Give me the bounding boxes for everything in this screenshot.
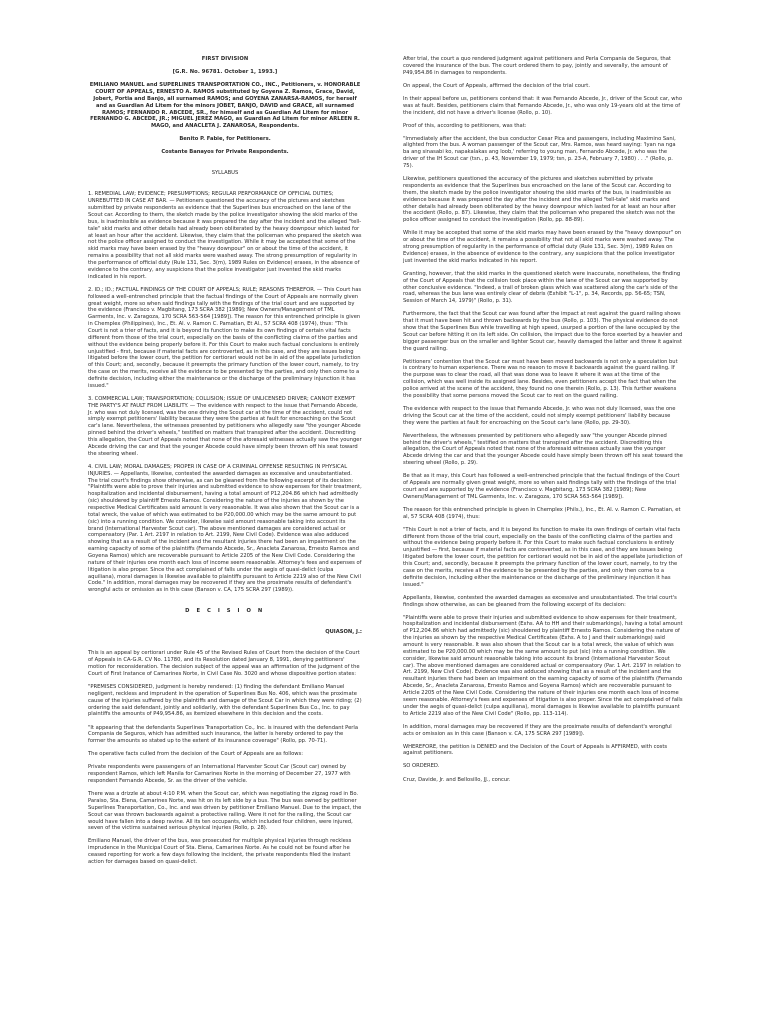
left-column <box>88 56 362 872</box>
right-paragraph-10: Petitioners' contention that the Scout car must have been moved backwards is not only a speculation but is contrary to human experience. There was no reason to move it backwards against the guard railing. If the purpose was to clear the road, all that was done was to leave it where it was at the time of the collision, which was well inside its assigned lane. Besides, even petitioners accept the fact that when the police arrived at the scene of the accident, they found no one therein (Rollo, p. 13). This further weakens the possibility that some persons moved the Scout car to rest on the guard railing. <box>403 358 678 399</box>
right-paragraph-8: Granting, however, that the skid marks in the questioned sketch were inaccurate, nonetheless, the finding of the Court of Appeals that the collision took place within the lane of the Scout car was supported by other conclusive evidence. "Indeed, a trail of broken glass which was scattered along the car's side of the road, whereas the bus lane was entirely clear of debris (Exhibit "L-1", p. 34, Records, pp. 56-65; TSN, Session of March 14, 1979)" (Rollo, p. 31). <box>403 270 681 305</box>
right-paragraph-14: The reason for this entrenched principle is given in Chemplex (Phils.), Inc., Et. Al. v. Ramon C. Pamatian, et al, 57 SCRA 408 (1974), thus: <box>403 506 681 520</box>
decision-paragraph-1: This is an appeal by certiorari under Rule 45 of the Revised Rules of Court from the decision of the Court of Appeals in CA-G.R. CV No. 11780, and its Resolution dated January 8, 1991, denying petitioners' motion for reconsideration. The decision subject of the appeal was an affirmation of the judgment of the Court of First Instance of Camarines Norte, in Civil Case No. 3020 and whose dispositive portion states: <box>88 650 360 677</box>
right-paragraph-21: Cruz, Davide, Jr. and Bellosillo, JJ., concur. <box>403 776 511 783</box>
right-paragraph-17: "Plaintiffs were able to prove their injuries and submitted evidence to show expenses for their treatment, hospitalization and incidental disbursement (Exhs. AA to HH and their submarkings), having a total amount of P12,204.86 which had admittedly (sic) shouldered by plaintiff Ernesto Ramos. Considering the nature of the injuries as shown by the respective Medical Certificates (Exhs. A to J and their submarkings) said amount is very reasonable. It was also shown that the Scout car is a total wreck, the value of which was estimated to be P20,000.00 which may be the same amount to put (sic) into a running condition. We consider, likewise said amount reasonable taking into account its brand (International Harvester Scout car). The above mentioned damages are considered actual or compensatory (Par. 1 Art. 2197 in relation to Art. 2199, New Civil Code). Evidence was also adduced showing that as a result of the incident and the resultant injuries there had been an impairment on the earning capacity of some of the plaintiffs (Fernando Abcede, Sr., Anacleta Zanarosa, Ernesto Ramos and Goyena Ramos) which are recoverable pursuant to Article 2205 of the New Civil Code. Considering the nature of their injuries one month each loss of income seem reasonable. Attorney's fees and expenses of litigation is also proper. Since the act complained of falls under the aegis of quasi-delict (culpa aquiliana), moral damages is likewise available to plaintiffs pursuant to Article 2219 also of the New Civil Code" (Rollo, pp. 113-114). <box>403 614 683 717</box>
right-paragraph-6: Likewise, petitioners questioned the accuracy of the pictures and sketches submitted by private respondents as evidence that the Superlines bus encroached on the lane of the Scout car. According to them, the sketch made by the police investigator showing the skid marks of the bus, is inadmissible as evidence because it was prepared the day after the incident and the alleged "tell-tale" skid marks and other details had already been obliterated by the heavy downpour which lasted for at least an hour after the accident (Rollo, p. 87). Likewise, they claim that the policeman who prepared the sketch was not the police officer assigned to conduct the investigation (Rollo, pp. 88-89). <box>403 176 676 224</box>
decision-paragraph-6: There was a drizzle at about 4:10 P.M. when the Scout car, which was negotiating the zigzag road in Bo. Paraiso, Sta. Elena, Camarines Norte, was hit on its left side by a bus. The bus was owned by petitioner Superlines Transportation, Co., Inc. and was driven by petitioner Emiliano Manuel. Due to the impact, the Scout car was thrown backwards against a protective railing. Were it not for the railing, the Scout car would have fallen into a deep ravine. All its ten occupants, which included four children, were injured, seven of the victims sustained serious physical injuries (Rollo, p. 28). <box>88 791 362 832</box>
syllabus-item-3: 3. COMMERCIAL LAW; TRANSPORTATION; COLLISION; ISSUE OF UNLICENSED DRIVER; CANNOT EXEMPT THE PARTY'S AT FAULT FROM LIABILITY. — The evidence with respect to the issue that Fernando Abcede, Jr. who was not duly licensed, was the one driving the Scout car at the time of the accident, could not simply exempt petitioners' liability because they were the parties at fault for encroaching on the Scout car's lane. Nevertheless, the witnesses presented by petitioners who allegedly saw "the younger Abcede pinned behind the driver's wheels," testified on matters that transpired after the accident. Discrediting this allegation, the Court of Appeals noted that none of the aforesaid witnesses actually saw the younger Abcede driving the car and that the younger Abcede could have simply been thrown off his seat toward the steering wheel. <box>88 395 362 457</box>
division-heading: FIRST DIVISION <box>201 56 249 62</box>
decision-paragraph-7: Emiliano Manuel, the driver of the bus, was prosecuted for multiple physical injuries through reckless imprudence in the Municipal Court of Sta. Elena, Camarines Norte. As he could not be found after he ceased reporting for work a few days following the incident, the private respondents filed the instant action for damages based on quasi-delict. <box>88 838 352 866</box>
ponente: QUIASON, J.: <box>325 629 362 636</box>
right-paragraph-5: "Immediately after the accident, the bus conductor Cesar Pica and passengers, including Maximino Sani, alighted from the bus. A woman passenger of the Scout car, Mrs. Ramos, was heard saying: 'Iyan na nga ba ang sinasabi ko, napakalakas ang loob,' referring to young man, Fernando Abcede, Jr. who was the driver of the IH Scout car (tsn., p. 43, November 19, 1979; tsn, p. 23-A, February 7, 1980) . . ." (Rollo, p. 75). <box>403 135 676 170</box>
right-paragraph-19: WHEREFORE, the petition is DENIED and the Decision of the Court of Appeals is AFFIRMED, with costs against petitioners. <box>403 743 668 757</box>
right-paragraph-16: Appellants, likewise, contested the awarded damages as excessive and unsubstantiated. The trial court's findings show otherwise, as can be gleaned from the following excerpt of its decision: <box>403 594 677 608</box>
decision-paragraph-2: "PREMISES CONSIDERED, judgment is hereby rendered: (1) finding the defendant Emiliano Manuel negligent, reckless and imprudent in the operation of Superlines Bus No. 406, which was the proximate cause of the injuries suffered by the plaintiffs and damage of the Scout Car in which they were riding; (2) ordering the said defendant, jointly and solidarily, with the defendant Superlines Bus Co., Inc. to pay plaintiffs the amounts of P49,954.86, as itemized elsewhere in this decision and the costs. <box>88 684 362 718</box>
right-paragraph-1: After trial, the court a quo rendered judgment against petitioners and Perla Compania de Seguros, that covered the insurance of the bus. The court ordered them to pay, jointly and severally, the amount of P49,954.86 in damages to respondents. <box>403 56 671 76</box>
syllabus-item-1: 1. REMEDIAL LAW; EVIDENCE; PRESUMPTIONS; REGULAR PERFORMANCE OF OFFICIAL DUTIES; UNREBUTTED IN CASE AT BAR. — Petitioners questioned the accuracy of the pictures and sketches submitted by private respondents as evidence that the Superlines bus encroached on the lane of the Scout car. According to them, the sketch made by the police investigator showing the skid marks of the bus, is inadmissible as evidence because it was prepared the day after the incident and the alleged "tell-tale" skid marks and other details had already been obliterated by the heavy downpour which lasted for at least an hour after the accident. Likewise, they claim that the policeman who prepared the sketch was not the police officer assigned to conduct the investigation. While it may be accepted that some of the skid marks may have been erased by the "heavy downpour" on or about the time of the accident, it remains a possibility that not all skid marks were washed away. The strong presumption of regularity in the performance of official duty (Rule 131, Sec. 3(m), 1989 Rules on Evidence) erases, in the absence of evidence to the contrary, any suspicions that the police investigator just invented the skid marks indicated in his report. <box>88 191 362 280</box>
syllabus-heading: SYLLABUS <box>211 170 239 177</box>
right-paragraph-2: On appeal, the Court of Appeals, affirmed the decision of the trial court. <box>403 82 590 89</box>
decision-paragraph-4: The operative facts culled from the decision of the Court of Appeals are as follows: <box>88 751 303 758</box>
decision-paragraph-3: "It appearing that the defendants Superlines Transportation Co., Inc. is insured with the defendant Perla Compania de Seguros, which has admitted such insurance, the latter is hereby ordered to pay the former the amounts so stated up to the extent of its insurance coverage" (Rollo, pp. 70-71). <box>88 724 359 745</box>
right-paragraph-15: "This Court is not a trier of facts, and it is beyond its function to make its own findings of certain vital facts different from those of the trial court, especially on the basis of the conflicting claims of the parties and without the evidence being properly before it. For this Court to make such factual conclusions is entirely unjustified — first, because if material facts are controverted, as in this case, and they are issues being litigated before the lower court, the petition for certiorari would not be in aid of the appellate jurisdiction of this Court; and, secondly, because it preempts the primary function of the lower court, namely, to try the case on the merits, receive all the evidence to be presented by the parties, and only then come to a definite decision, including either the maintenance or the discharge of the preliminary injunction it has issued." <box>403 526 683 588</box>
right-paragraph-13: Be that as it may, this Court has followed a well-entrenched principle that the factual findings of the Court of Appeals are normally given great weight, more so when said findings tally with the findings of the trial court and are supported by the evidence (Francisco v. Magbitang, 173 SCRA 382 [1989]; New Owners/Management of TML Garments, Inc. v. Zaragoza, 170 SCRA 563-564 [1989]). <box>403 473 680 500</box>
respondent-counsel: Costante Banayos for Private Respondents. <box>161 149 289 156</box>
right-paragraph-18: In addition, moral damages may be recovered if they are the proximate results of defendant's wrongful acts or omission as in this case (Banson v. CA, 175 SCRA 297 [1989]). <box>403 723 672 737</box>
right-paragraph-7: While it may be accepted that some of the skid marks may have been erased by the "heavy downpour" on or about the time of the accident, it remains a possibility that not all skid marks were washed away. The strong presumption of regularity in the performance of official duty (Rule 131, Sec. 3(m), 1989 Rules on Evidence) erases, in the absence of evidence to the contrary, any suspicions that the police investigator just invented the skid marks indicated in his report. <box>403 230 682 264</box>
right-paragraph-3: In their appeal before us, petitioners contend that: it was Fernando Abcede, Jr., driver of the Scout car, who was at fault. Besides, petitioners claim that Fernando Abcede, Jr., who was only 19-years old at the time of the incident, did not have a driver's license (Rollo, p. 10). <box>403 95 683 116</box>
syllabus-item-4: 4. CIVIL LAW; MORAL DAMAGES; PROPER IN CASE OF A CRIMINAL OFFENSE RESULTING IN PHYSICAL INJURIES. — Appellants, likewise, contested the awarded damages as excessive and unsubstantiated. The trial court's findings show otherwise, as can be gleaned from the following excerpt of its decision: "Plaintiffs were able to prove their injuries and submitted evidence to show expenses for their treatment, hospitalization and incidental disbursement, having a total amount of P12,204.86 which had admittedly (sic) shouldered by plaintiff Ernesto Ramos. Considering the nature of the injuries as shown by the respective Medical Certificates said amount is very reasonable. It was also shown that the Scout car is a total wreck, the value of which was estimated to be P20,000.00 which may be the same amount to put (sic) into a running condition. We consider, likewise said amount reasonable taking into account its brand (International Harvester Scout car). The above mentioned damages are considered actual or compensatory (Par. 1 Art. 2197 in relation to Art. 2199, New Civil Code). Evidence was also adduced showing that as a result of the incident and the resultant injuries there had been an impairment on the earning capacity of some of the plaintiffs (Fernando Abcede, Sr., Anacleta Zanarosa, Ernesto Ramos and Goyena Ramos) which are recoverable pursuant to Article 2205 of the New Civil Code. Considering the nature of their injuries one month each loss of income seem reasonable. Attorney's fees and expenses of litigation is also proper. Since the act complained of falls under the aegis of quasi-delict (culpa aquiliana), moral damages is likewise available to plaintiffs pursuant to Article 2219 also of the New Civil Code." In addition, moral damages may be recovered if they are the proximate results of defendant's wrongful acts or omission as in this case (Banson v. CA, 175 SCRA 297 (1989)). <box>88 463 362 594</box>
right-paragraph-11: The evidence with respect to the issue that Fernando Abcede, Jr. who was not duly licensed, was the one driving the Scout car at the time of the accident, could not simply exempt petitioners' liability because they were the parties at fault for encroaching on the Scout car's lane (Rollo, pp. 29-30). <box>403 405 676 426</box>
right-paragraph-12: Nevertheless, the witnesses presented by petitioners who allegedly saw "the younger Abcede pinned behind the driver's wheels," testified on matters that transpired after the accident. Discrediting this allegation, the Court of Appeals noted that none of the aforesaid witnesses actually saw the younger Abcede driving the car and that the younger Abcede could have simply been thrown off his seat toward the steering wheel (Rollo, p. 29). <box>403 432 683 467</box>
case-number: [G.R. No. 96781. October 1, 1993.] <box>172 69 278 76</box>
right-paragraph-9: Furthermore, the fact that the Scout car was found after the impact at rest against the guard railing shows that it must have been hit and thrown backwards by the bus (Rollo, p. 103). The physical evidence do not show that the Superlines Bus while travelling at high speed, usurped a portion of the lane occupied by the Scout car before hitting it on its left side. On collision, the impact due to the force exerted by a heavier and bigger passenger bus on the smaller and lighter Scout car, heavily damaged the latter and threw it against the guard railing. <box>403 311 683 352</box>
syllabus-item-2: 2. ID.; ID.; FACTUAL FINDINGS OF THE COURT OF APPEALS; RULE; REASONS THEREFOR. — This Court has followed a well-entrenched principle that the factual findings of the Court of Appeals are normally given great weight, more so when said findings tally with the findings of the trial court and are supported by the evidence (Francisco v. Magbitang, 173 SCRA 382 [1989]; New Owners/Management of TML Garments, Inc. v. Zaragoza, 170 SCRA 563-564 [1989]). The reason for this entrenched principle is given in Chemplex (Philippines), Inc., Et. Al. v. Ramon C. Pamatian, Et Al., 57 SCRA 408 (1974), thus: "This Court is not a trier of facts, and it is beyond its function to make its own findings of certain vital facts different from those of the trial court, especially on the basis of the conflicting claims of the parties and without the evidence being properly before it. For this Court to make such factual conclusions is entirely unjustified - first, because if material facts are controverted, as in this case, and they are issues being litigated before the lower court, the petition for certiorari would not be in aid of the appellate jurisdiction of this Court; and, secondly, because it preempts the primary function of the lower court, namely, to try the case on the merits, receive all the evidence to be presented by the parties, and only then come to a definite decision, including either the maintenance or the discharge of the preliminary injunction it has issued." <box>88 286 362 389</box>
right-paragraph-20: SO ORDERED. <box>403 763 440 770</box>
petitioner-counsel: Benito P. Fabie, for Petitioners. <box>179 136 271 143</box>
right-paragraph-4: Proof of this, according to petitioners, was that: <box>403 122 527 129</box>
decision-paragraph-5: Private respondents were passengers of an International Harvester Scout Car (Scout car) owned by respondent Ramos, which left Manila for Camarines Norte in the morning of December 27, 1977 with respondent Fernando Abcede, Sr. as the driver of the vehicle. <box>88 764 351 785</box>
right-column <box>403 56 683 790</box>
case-parties: EMILIANO MANUEL and SUPERLINES TRANSPORTATION CO., INC., Petitioners, v. HONORABLE COURT OF APPEALS, ERNESTO A. RAMOS substituted by Goyena Z. Ramos, Grace, David, Jobert, Portia and Banjo, all surnamed RAMOS; and GOYENA ZANARSA-RAMOS, for herself and as Guardian Ad Litem for the minors JOBET, BANJO, DAVID and GRACE, all surnamed RAMOS; FERNANDO R. ABCEDE, SR., for himself and as Guardian Ad Litem for minor FERNANDO G. ABCEDE, JR.; MIGUEL JEREZ MAGO, as Guardian Ad Litem for minor ARLEEN R. MAGO, and ANACLETA J. ZANAROSA, Respondents. <box>89 82 361 130</box>
decision-heading: D E C I S I O N <box>185 608 265 615</box>
